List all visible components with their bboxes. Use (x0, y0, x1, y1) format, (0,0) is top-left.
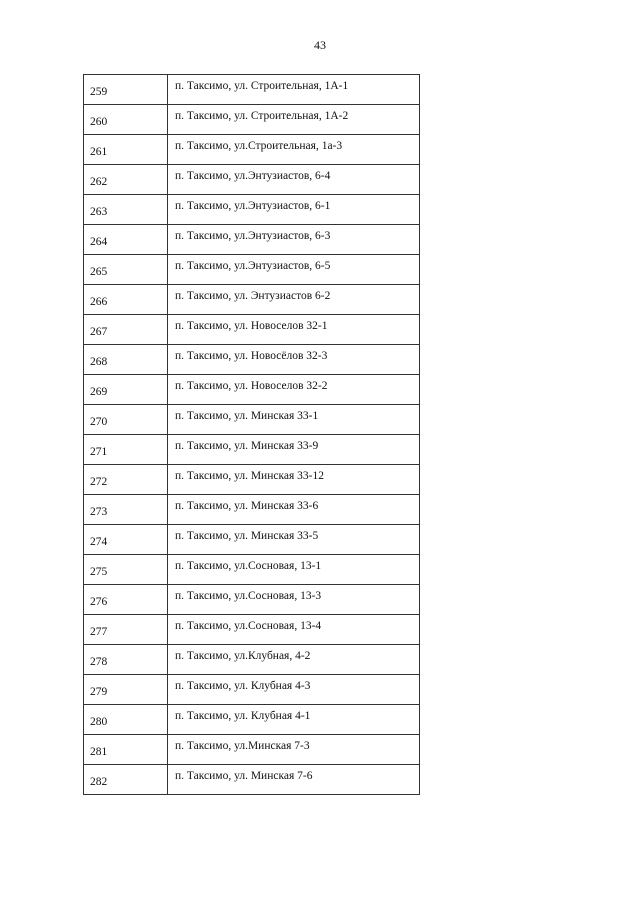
table-row (84, 75, 420, 105)
row-number: 268 (84, 345, 168, 375)
row-address: п. Таксимо, ул. Клубная 4-1 (168, 705, 420, 735)
table-row (84, 525, 420, 555)
row-address: п. Таксимо, ул. Минская 33-5 (168, 525, 420, 555)
row-number: 280 (84, 705, 168, 735)
table-row (84, 285, 420, 315)
page-number: 43 (314, 38, 326, 52)
row-address: п. Таксимо, ул.Энтузиастов, 6-3 (168, 225, 420, 255)
row-address: п. Таксимо, ул. Новоселов 32-2 (168, 375, 420, 405)
row-address: п. Таксимо, ул.Сосновая, 13-3 (168, 585, 420, 615)
row-number: 272 (84, 465, 168, 495)
row-number: 273 (84, 495, 168, 525)
row-number: 275 (84, 555, 168, 585)
row-number: 263 (84, 195, 168, 225)
row-number: 282 (84, 765, 168, 795)
row-address: п. Таксимо, ул. Минская 7-6 (168, 765, 420, 795)
row-address: п. Таксимо, ул. Минская 33-9 (168, 435, 420, 465)
row-number: 261 (84, 135, 168, 165)
row-number: 278 (84, 645, 168, 675)
table-row (84, 135, 420, 165)
row-address: п. Таксимо, ул.Энтузиастов, 6-5 (168, 255, 420, 285)
table-row (84, 225, 420, 255)
row-number: 264 (84, 225, 168, 255)
row-address: п. Таксимо, ул. Клубная 4-3 (168, 675, 420, 705)
table-row (84, 495, 420, 525)
row-address: п. Таксимо, ул. Энтузиастов 6-2 (168, 285, 420, 315)
row-address: п. Таксимо, ул. Строительная, 1А-2 (168, 105, 420, 135)
table-row (84, 675, 420, 705)
row-address: п. Таксимо, ул.Клубная, 4-2 (168, 645, 420, 675)
row-address: п. Таксимо, ул.Сосновая, 13-4 (168, 615, 420, 645)
row-address: п. Таксимо, ул. Минская 33-6 (168, 495, 420, 525)
address-table-body (84, 75, 420, 795)
table-row (84, 555, 420, 585)
table-row (84, 765, 420, 795)
table-row (84, 315, 420, 345)
row-address: п. Таксимо, ул. Новосёлов 32-3 (168, 345, 420, 375)
row-number: 260 (84, 105, 168, 135)
table-row (84, 195, 420, 225)
table-row (84, 645, 420, 675)
row-number: 279 (84, 675, 168, 705)
table-row (84, 255, 420, 285)
row-address: п. Таксимо, ул.Сосновая, 13-1 (168, 555, 420, 585)
row-address: п. Таксимо, ул.Минская 7-3 (168, 735, 420, 765)
row-number: 262 (84, 165, 168, 195)
table-row (84, 615, 420, 645)
table-row (84, 465, 420, 495)
row-number: 259 (84, 75, 168, 105)
row-number: 265 (84, 255, 168, 285)
row-number: 271 (84, 435, 168, 465)
table-row (84, 375, 420, 405)
row-address: п. Таксимо, ул. Минская 33-12 (168, 465, 420, 495)
row-address: п. Таксимо, ул.Энтузиастов, 6-1 (168, 195, 420, 225)
row-address: п. Таксимо, ул. Новоселов 32-1 (168, 315, 420, 345)
row-number: 269 (84, 375, 168, 405)
row-number: 266 (84, 285, 168, 315)
row-address: п. Таксимо, ул.Строительная, 1а-3 (168, 135, 420, 165)
table-row (84, 705, 420, 735)
row-number: 267 (84, 315, 168, 345)
table-row (84, 735, 420, 765)
table-row (84, 435, 420, 465)
row-number: 274 (84, 525, 168, 555)
table-row (84, 345, 420, 375)
table-row (84, 105, 420, 135)
table-row (84, 165, 420, 195)
table-row (84, 405, 420, 435)
table-row (84, 585, 420, 615)
row-address: п. Таксимо, ул.Энтузиастов, 6-4 (168, 165, 420, 195)
row-number: 281 (84, 735, 168, 765)
row-address: п. Таксимо, ул. Минская 33-1 (168, 405, 420, 435)
row-address: п. Таксимо, ул. Строительная, 1А-1 (168, 75, 420, 105)
row-number: 276 (84, 585, 168, 615)
row-number: 277 (84, 615, 168, 645)
address-table (83, 74, 420, 795)
row-number: 270 (84, 405, 168, 435)
